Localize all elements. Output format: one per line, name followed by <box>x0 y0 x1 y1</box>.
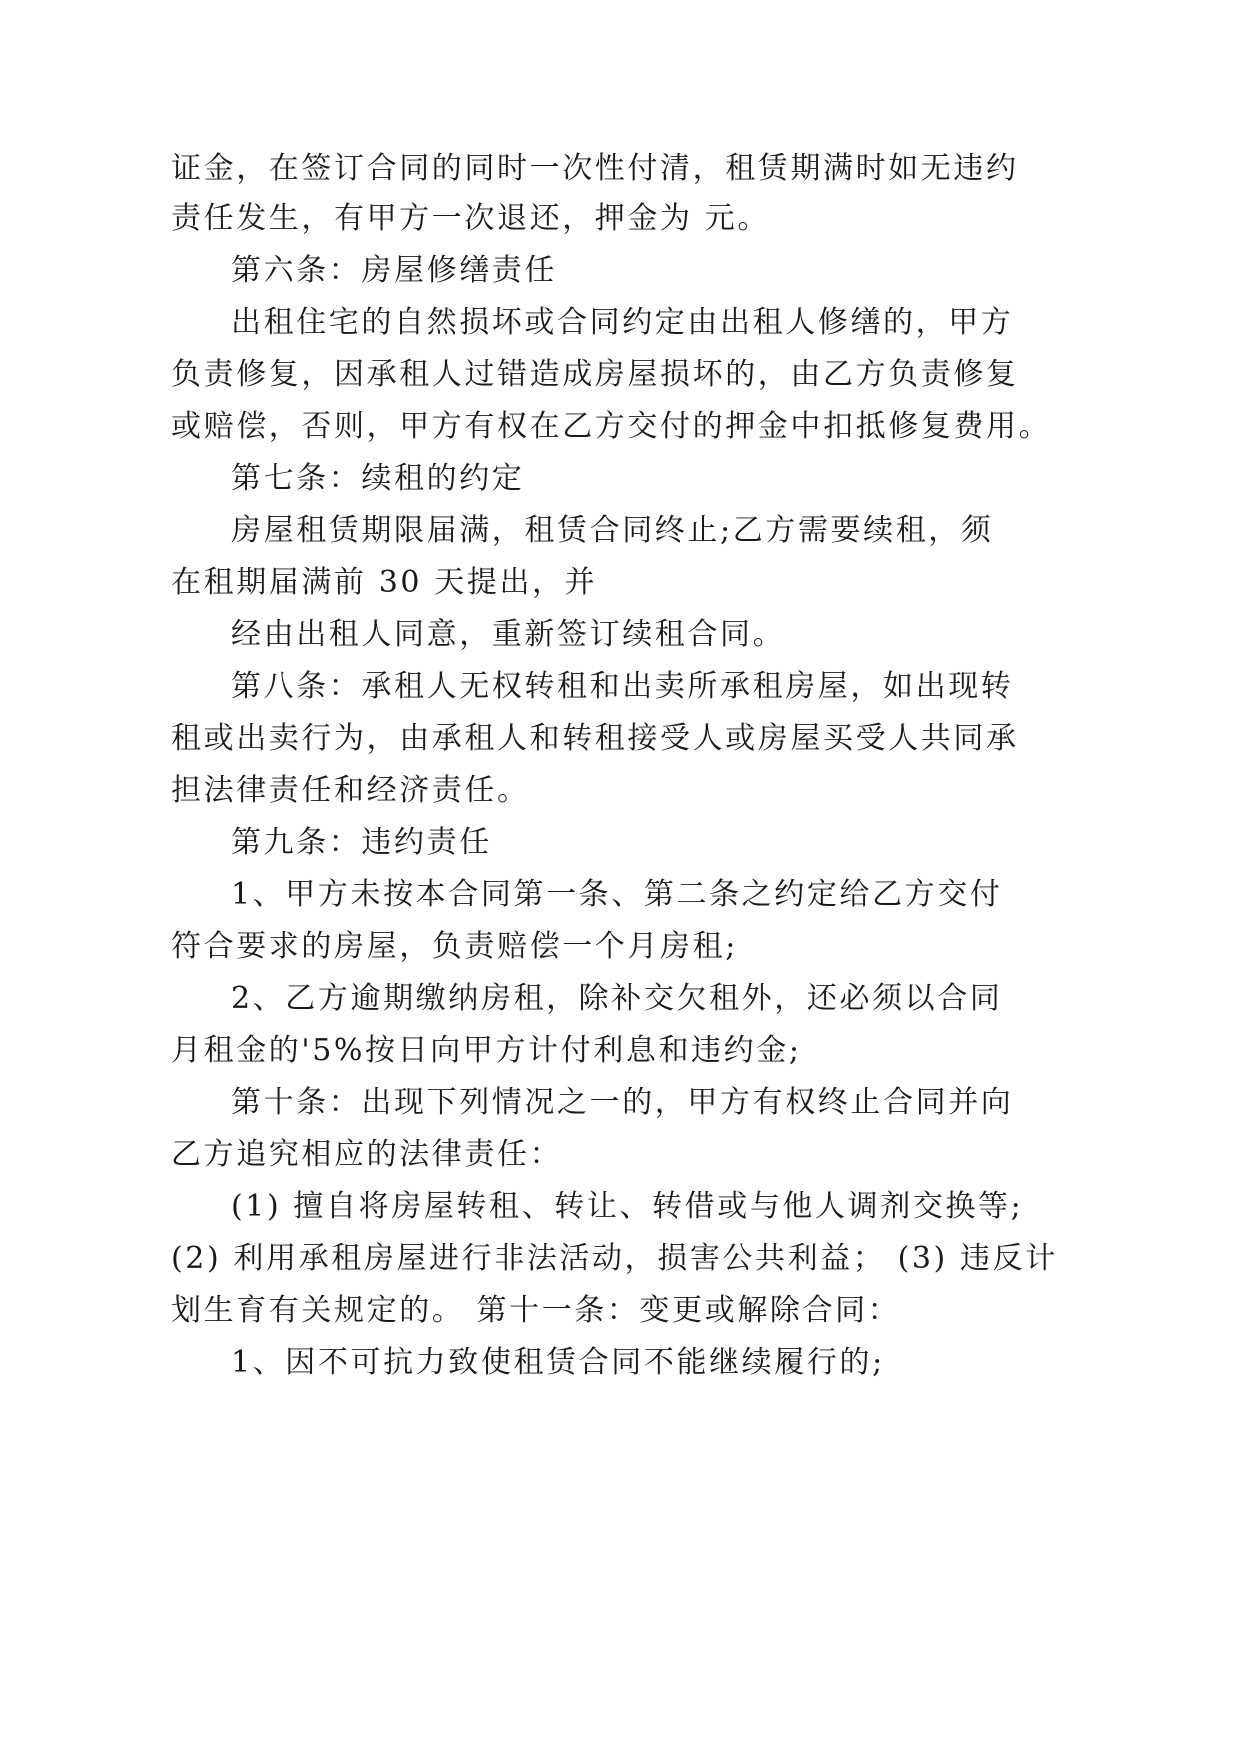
text-line: 负责修复，因承租人过错造成房屋损坏的，由乙方负责修复 <box>171 357 1019 392</box>
text-line: (2) 利用承租房屋进行非法活动，损害公共利益； (3) 违反计 <box>171 1241 1058 1276</box>
text-line: 符合要求的房屋，负责赔偿一个月房租; <box>171 929 738 964</box>
text-line: 乙方追究相应的法律责任： <box>171 1137 563 1172</box>
section-heading: 第七条：续租的约定 <box>231 461 525 496</box>
text-line: 第八条：承租人无权转租和出卖所承租房屋，如出现转 <box>231 669 1014 704</box>
section-heading: 第九条：违约责任 <box>231 825 492 860</box>
text-line: 1、甲方未按本合同第一条、第二条之约定给乙方交付 <box>231 877 1003 912</box>
section-heading: 第六条：房屋修缮责任 <box>231 253 557 288</box>
text-line: 房屋租赁期限届满，租赁合同终止;乙方需要续租，须 <box>231 513 994 548</box>
text-line: 1、因不可抗力致使租赁合同不能继续履行的; <box>231 1345 885 1380</box>
text-line: 经由出租人同意，重新签订续租合同。 <box>231 617 786 652</box>
text-line: 出租住宅的自然损坏或合同约定由出租人修缮的，甲方 <box>231 305 1014 340</box>
text-line: 月租金的'5%按日向甲方计付利息和违约金; <box>171 1033 802 1068</box>
text-line: 担法律责任和经济责任。 <box>171 773 530 808</box>
text-line: 在租期届满前 30 天提出，并 <box>171 565 598 600</box>
text-line: 证金，在签订合同的同时一次性付清，租赁期满时如无违约 <box>171 151 1019 186</box>
text-line: 租或出卖行为，由承租人和转租接受人或房屋买受人共同承 <box>171 721 1019 756</box>
text-line: (1) 擅自将房屋转租、转让、转借或与他人调剂交换等; <box>231 1189 1024 1224</box>
text-line: 或赔偿，否则，甲方有权在乙方交付的押金中扣抵修复费用。 <box>171 409 1052 444</box>
text-line: 第十条：出现下列情况之一的，甲方有权终止合同并向 <box>231 1085 1014 1120</box>
text-line: 2、乙方逾期缴纳房租，除补交欠租外，还必须以合同 <box>231 981 1003 1016</box>
text-line: 划生育有关规定的。 第十一条：变更或解除合同： <box>171 1293 901 1328</box>
text-line: 责任发生，有甲方一次退还，押金为 元。 <box>171 201 770 236</box>
